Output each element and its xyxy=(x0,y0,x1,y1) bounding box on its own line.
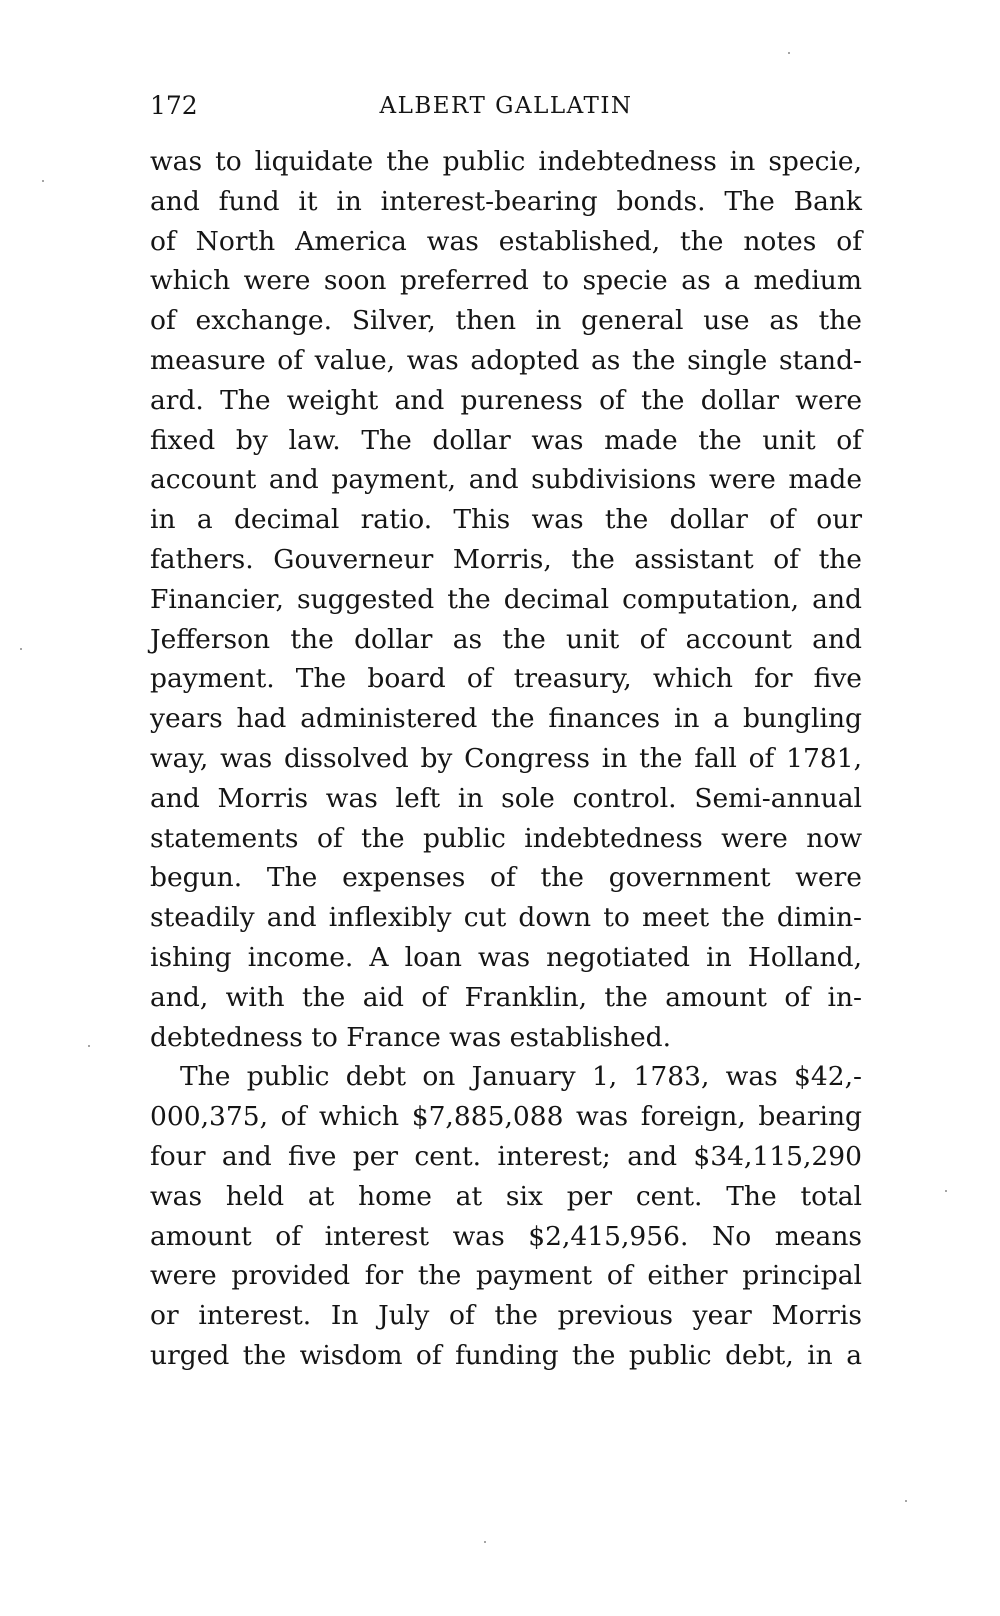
text-line: ard. The weight and pureness of the dollar were xyxy=(150,384,862,416)
scan-speck xyxy=(945,1190,947,1192)
text-line: which were soon preferred to specie as a medium xyxy=(150,265,862,297)
text-line: steadily and inflexibly cut down to meet the dimin- xyxy=(150,902,862,934)
text-line: The public debt on January 1, 1783, was $42,- xyxy=(180,1061,862,1093)
text-line: or interest. In July of the previous year Morris xyxy=(150,1300,862,1332)
text-line: debtedness to France was established. xyxy=(150,1021,672,1053)
text-line: and Morris was left in sole control. Semi-annual xyxy=(150,782,862,814)
text-line: statements of the public indebtedness were now xyxy=(150,822,862,854)
text-line: Financier, suggested the decimal computation, and xyxy=(150,583,862,615)
text-line: measure of value, was adopted as the single stand- xyxy=(150,344,862,376)
text-line: payment. The board of treasury, which for five xyxy=(150,663,862,695)
text-line: way, was dissolved by Congress in the fall of 1781, xyxy=(150,742,862,774)
scan-speck xyxy=(88,1045,90,1047)
running-title: ALBERT GALLATIN xyxy=(379,93,633,119)
text-line: were provided for the payment of either principal xyxy=(150,1260,862,1292)
text-line: four and five per cent. interest; and $34,115,290 xyxy=(150,1140,862,1172)
text-line: and, with the aid of Franklin, the amount of in- xyxy=(150,981,862,1013)
text-line: amount of interest was $2,415,956. No means xyxy=(150,1220,862,1252)
text-line: fixed by law. The dollar was made the unit of xyxy=(150,424,862,456)
body-text xyxy=(150,142,862,1376)
text-line: Jefferson the dollar as the unit of account and xyxy=(150,623,862,655)
text-line: of North America was established, the notes of xyxy=(150,225,862,257)
text-line: was to liquidate the public indebtedness in specie, xyxy=(150,146,862,177)
text-line: of exchange. Silver, then in general use as the xyxy=(150,305,862,337)
paragraph-2 xyxy=(150,1057,862,1375)
paragraph-1 xyxy=(150,142,862,1057)
page-number: 172 xyxy=(150,91,198,120)
text-line: urged the wisdom of funding the public debt, in a xyxy=(150,1339,862,1371)
running-head xyxy=(150,86,862,126)
text-line: and fund it in interest-bearing bonds. The Bank xyxy=(150,185,862,217)
text-line: 000,375, of which $7,885,088 was foreign, bearing xyxy=(150,1101,862,1133)
text-line: years had administered the finances in a bungling xyxy=(150,703,862,735)
text-line: ishing income. A loan was negotiated in Holland, xyxy=(150,941,862,973)
text-line: in a decimal ratio. This was the dollar of our xyxy=(150,504,862,536)
scan-speck xyxy=(788,52,790,54)
text-line: account and payment, and subdivisions were made xyxy=(150,464,862,496)
text-line: begun. The expenses of the government were xyxy=(150,862,862,894)
scan-speck xyxy=(905,1500,907,1502)
scan-speck xyxy=(20,648,22,650)
scan-speck xyxy=(42,180,44,182)
text-line: was held at home at six per cent. The total xyxy=(150,1180,862,1212)
scan-speck xyxy=(484,1541,486,1543)
text-line: fathers. Gouverneur Morris, the assistant of the xyxy=(150,543,862,575)
